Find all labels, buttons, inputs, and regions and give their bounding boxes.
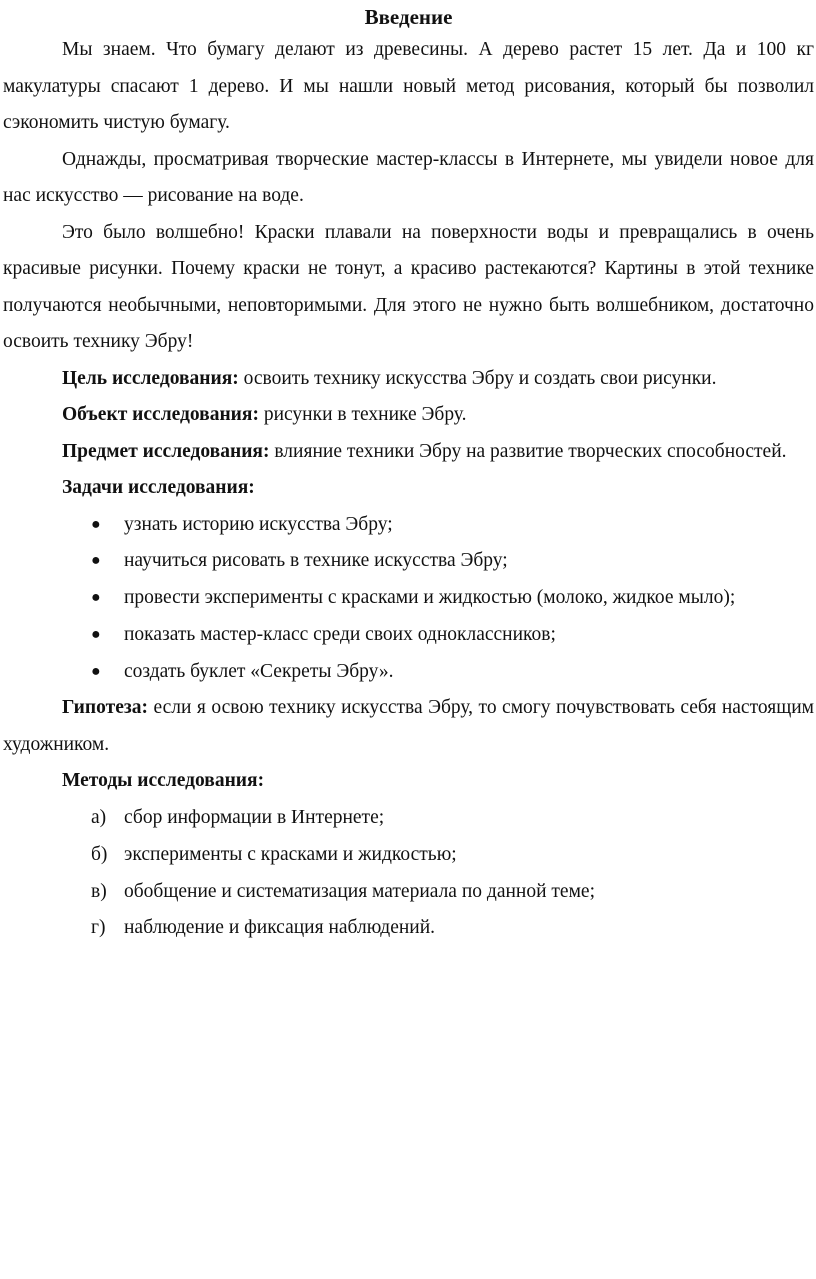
intro-paragraph-2: Однажды, просматривая творческие мастер-классы в Интернете, мы увидели новое для нас искусство — рисование на воде.	[3, 148, 814, 206]
research-hypothesis-label: Гипотеза:	[62, 697, 148, 719]
bullet-icon: ●	[91, 589, 101, 607]
list-item	[3, 837, 814, 874]
list-marker: б)	[91, 843, 108, 865]
research-hypothesis-text: если я освою технику искусства Эбру, то смогу почувствовать себя настоящим художником.	[3, 697, 814, 755]
method-text: эксперименты с красками и жидкостью;	[124, 843, 457, 865]
page-title: Введение	[364, 5, 453, 29]
bullet-icon: ●	[91, 515, 101, 533]
list-item	[3, 507, 814, 544]
research-methods-list	[3, 800, 814, 947]
task-text: узнать историю искусства Эбру;	[124, 513, 393, 535]
research-subject	[3, 434, 814, 471]
intro-paragraph-1: Мы знаем. Что бумагу делают из древесины. А дерево растет 15 лет. Да и 100 кг макулатуры спасают 1 дерево. И мы нашли новый метод рисования, который бы позволил сэкономить чистую бумагу.	[3, 39, 814, 133]
list-item	[3, 800, 814, 837]
intro-section	[3, 32, 814, 361]
list-item	[3, 543, 814, 580]
research-tasks-heading	[3, 470, 814, 507]
list-marker: а)	[91, 806, 107, 828]
intro-paragraph-3: Это было волшебно! Краски плавали на поверхности воды и превращались в очень красивые рисунки. Почему краски не тонут, а красиво растекаются? Картины в этой технике получаются необычными, неповторимыми. Для этого не нужно быть волшебником, достаточно освоить технику Эбру!	[3, 221, 814, 352]
list-marker: г)	[91, 917, 106, 939]
task-text: создать буклет «Секреты Эбру».	[124, 660, 394, 682]
list-item	[3, 617, 814, 654]
research-subject-label: Предмет исследования:	[62, 440, 270, 462]
list-item	[3, 654, 814, 691]
research-tasks-label: Задачи исследования:	[62, 477, 255, 498]
bullet-icon: ●	[91, 552, 101, 570]
research-object-label: Объект исследования:	[62, 404, 259, 425]
method-text: обобщение и систематизация материала по данной теме;	[124, 880, 595, 902]
list-item	[3, 910, 814, 947]
research-object	[3, 397, 814, 434]
research-goal-text: освоить технику искусства Эбру и создать свои рисунки.	[238, 367, 717, 389]
bullet-icon: ●	[91, 625, 101, 643]
list-marker: в)	[91, 880, 107, 902]
task-text: научиться рисовать в технике искусства Эбру;	[124, 550, 508, 572]
research-methods-label: Методы исследования:	[62, 770, 265, 792]
task-text: провести эксперименты с красками и жидкостью (молоко, жидкое мыло);	[124, 587, 736, 609]
list-item	[3, 580, 814, 617]
method-text: наблюдение и фиксация наблюдений.	[124, 917, 436, 939]
bullet-icon: ●	[91, 662, 101, 680]
method-text: сбор информации в Интернете;	[124, 806, 385, 828]
research-object-text: рисунки в технике Эбру.	[258, 404, 467, 425]
list-item	[3, 874, 814, 911]
research-methods-heading	[3, 763, 814, 800]
task-text: показать мастер-класс среди своих одноклассников;	[124, 623, 556, 645]
research-tasks-list	[3, 507, 814, 691]
research-subject-text: влияние техники Эбру на развитие творческих способностей.	[269, 440, 787, 462]
research-goal	[3, 361, 814, 398]
research-hypothesis	[3, 690, 814, 763]
research-goal-label: Цель исследования:	[62, 367, 239, 389]
